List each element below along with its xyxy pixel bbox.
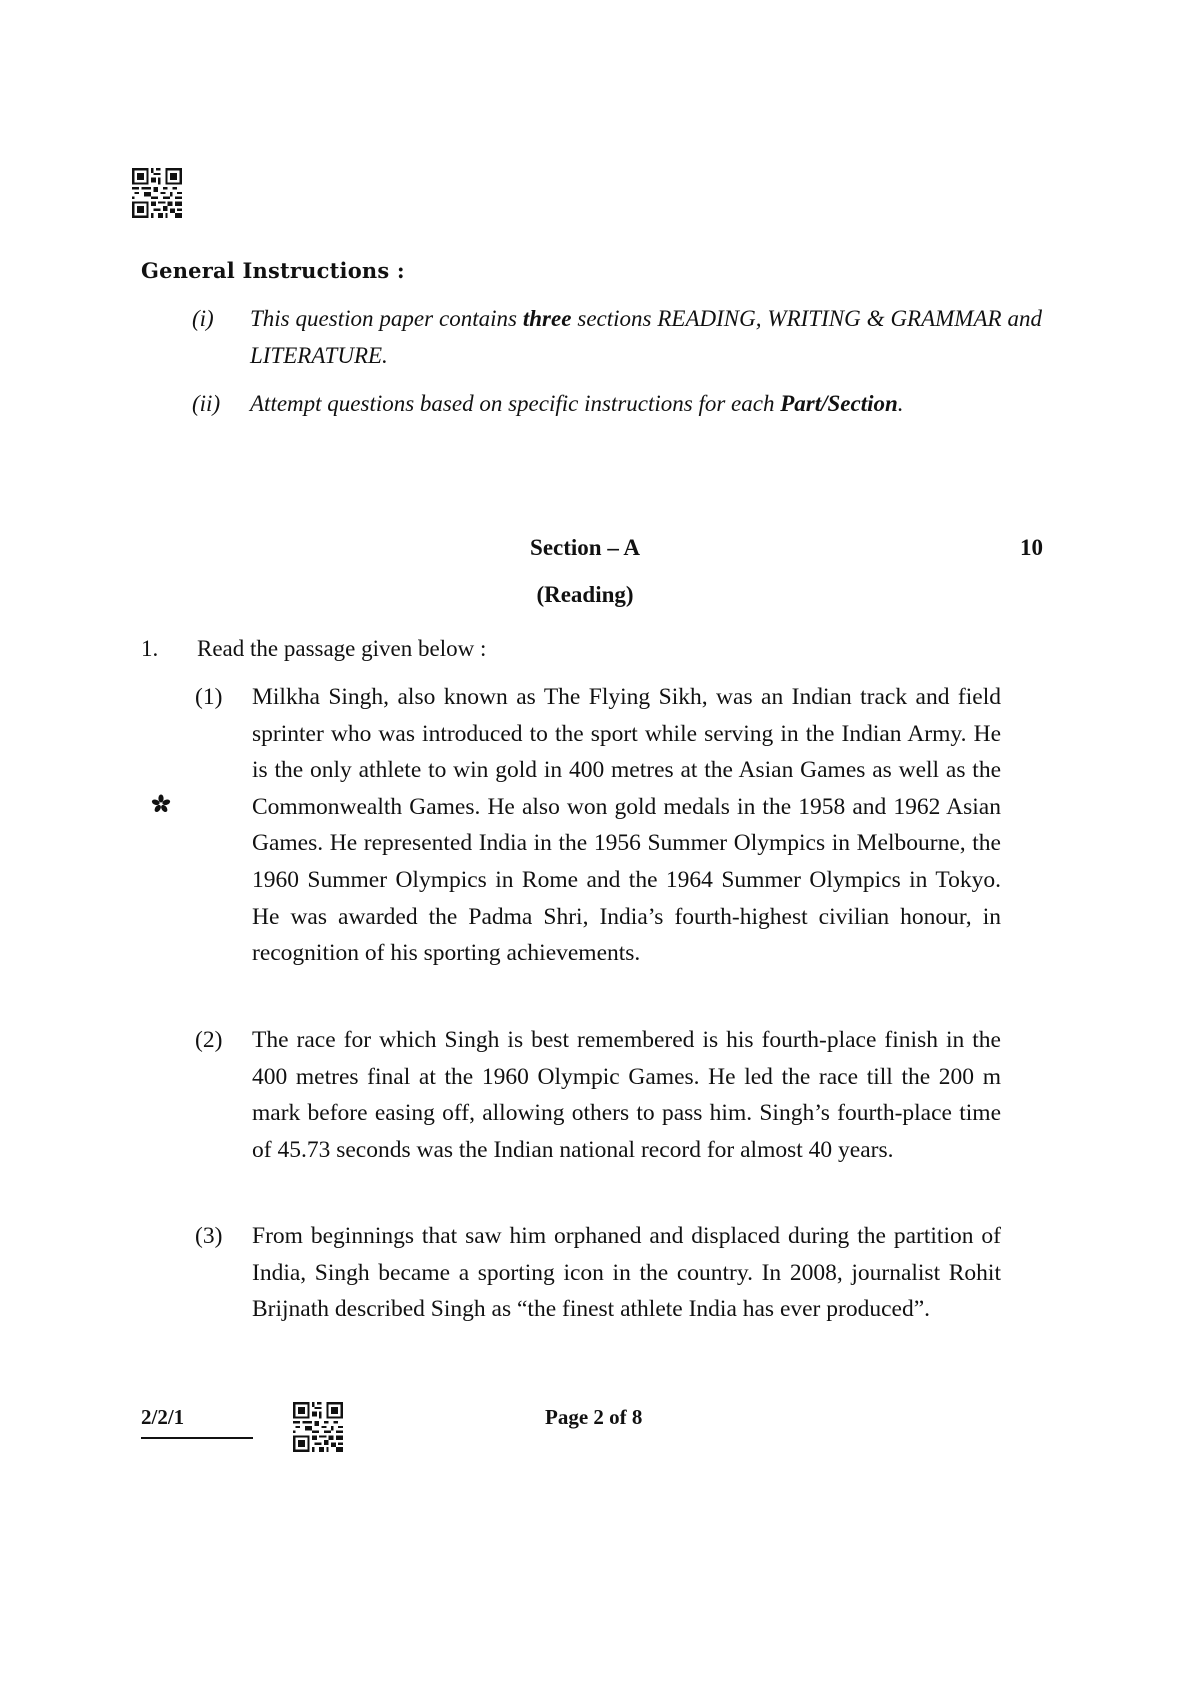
page-number: Page 2 of 8 bbox=[545, 1405, 643, 1429]
section-marks: 10 bbox=[1020, 535, 1043, 560]
paragraph-text: Milkha Singh, also known as The Flying Sikh, was an Indian track and field sprinter who was introduced to the sport while serving in the Indian Army. He is the only athlete to win gold in 400 metres at the Asian Games as well as the Commonwealth Games. He also won gold medals in the 1958 and 1962 Asian Games. He represented India in the 1956 Summer Olympics in Melbourne, the 1960 Summer Olympics in Rome and the 1964 Summer Olympics in Tokyo. He was awarded the Padma Shri, India’s fourth-highest civilian honour, in recognition of his sporting achievements. bbox=[252, 684, 1001, 967]
section-title: Section – A bbox=[530, 535, 640, 560]
asterisk-flower-icon bbox=[151, 793, 171, 815]
section-subtitle: (Reading) bbox=[536, 582, 634, 607]
question-number: 1. bbox=[141, 636, 159, 661]
paragraph-number: (3) bbox=[195, 1223, 223, 1249]
paper-code-underline bbox=[141, 1437, 253, 1439]
passage-paragraph-3 bbox=[195, 1218, 1001, 1328]
instruction-number: (ii) bbox=[192, 391, 221, 416]
paragraph-text: From beginnings that saw him orphaned and displaced during the partition of India, Singh became a sporting icon in the country. In 2008, journalist Rohit Brijnath described Singh as “the finest athlete India has ever produced”. bbox=[252, 1223, 1001, 1323]
paragraph-number: (1) bbox=[195, 684, 223, 710]
qr-code-icon bbox=[293, 1402, 343, 1452]
instruction-item bbox=[192, 300, 1042, 374]
paragraph-number: (2) bbox=[195, 1027, 223, 1053]
paper-code: 2/2/1 bbox=[141, 1405, 185, 1429]
question-prompt: Read the passage given below : bbox=[197, 636, 487, 661]
instruction-text: This question paper contains three sections READING, WRITING & GRAMMAR and LITERATURE. bbox=[250, 306, 1042, 368]
instruction-number: (i) bbox=[192, 306, 214, 331]
passage-paragraph-1 bbox=[195, 679, 1001, 972]
passage-paragraph-2 bbox=[195, 1022, 1001, 1168]
qr-code-icon bbox=[132, 168, 182, 218]
general-instructions-title: General Instructions : bbox=[141, 258, 405, 283]
instruction-text: Attempt questions based on specific instructions for each Part/Section. bbox=[250, 391, 904, 416]
instruction-item bbox=[192, 385, 1042, 422]
paragraph-text: The race for which Singh is best remembered is his fourth-place finish in the 400 metres final at the 1960 Olympic Games. He led the race till the 200 m mark before easing off, allowing others to pass him. Singh’s fourth-place time of 45.73 seconds was the Indian national record for almost 40 years. bbox=[252, 1027, 1001, 1163]
